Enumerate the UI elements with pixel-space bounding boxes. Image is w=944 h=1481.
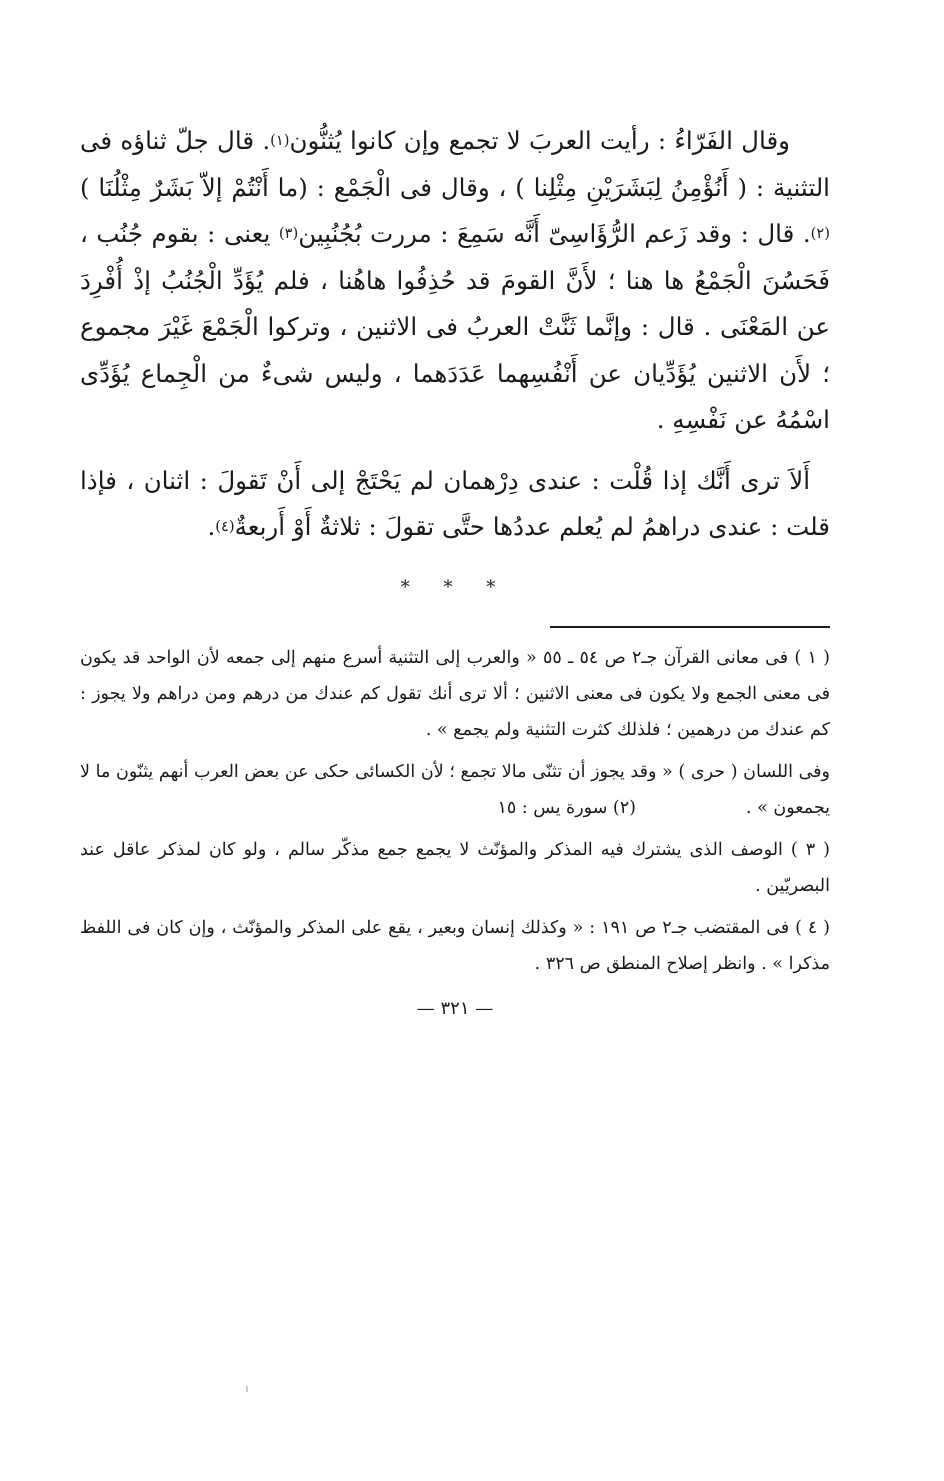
book-page (80, 118, 830, 1438)
footnote-3-text: ( ٣ ) الوصف الذى يشترك فيه المذكر والمؤنّث لا يجمع جمع مذكّر سالم ، ولو كان لمذكر عاقل عند البصريّين . (80, 839, 831, 896)
footnote-4 (80, 910, 830, 982)
paragraph-2-end: . (207, 512, 216, 541)
paragraph-1-text-b: . قال جلّ ثناؤه فى التثنية : ( أَنُؤْمِنُ لِبَشَرَيْنِ مِثْلِنا ) ، وقال فى الْجَمْع : (ما أَنْتُمْ إلاّ بَشَرٌ مِثْلُنَا ) (80, 126, 830, 202)
footnote-ref-2: (٢) (810, 224, 830, 242)
footnote-ref-3: (٣) (278, 224, 299, 242)
section-separator: * * * (400, 576, 510, 598)
footnote-1-text: ( ١ ) فى معانى القرآن جـ٢ ص ٥٤ ـ ٥٥ « والعرب إلى التثنية أسرع منهم إلى جمعه لأن الواحد قد يكون فى معنى الجمع ولا يكون فى معنى الاثنين ؛ ألا ترى أنك تقول كم عندك من درهم ومن دراهم ولا يجوز : كم عندك من درهمين ؛ فلذلك كثرت التثنية ولم يجمع » . (80, 647, 830, 740)
main-paragraph-2 (80, 458, 830, 551)
footnote-ref-1: (١) (270, 131, 290, 149)
footnote-2: (٢) سورة يس : ١٥ (497, 797, 636, 818)
footnote-1-lisan-text: وفى اللسان ( حرى ) « وقد يجوز أن تثنّى مالا تجمع ؛ لأن الكسائى حكى عن بعض العرب أنهم يثنّون ما لا يجمعون » . (80, 761, 830, 818)
footnote-1-lisan (80, 754, 830, 826)
paragraph-1-text-c: . قال : وقد زَعم الرُّؤَاسِىّ أَنَّه سَمِعَ : مررت بُجُنُبِين (298, 219, 811, 248)
paragraph-2-text: أَلاَ ترى أَنَّك إذا قُلْت : عندى دِرْهمان لم يَحْتَجْ إلى أَنْ تَقولَ : اثنان ، فإذا قلت : عندى دراهمُ لم يُعلم عددُها حتَّى تقولَ : ثلاثةٌ أَوْ أَربعةٌ (80, 465, 830, 541)
scan-speck (246, 1386, 248, 1392)
page-number: — ٣٢١ — (416, 997, 494, 1019)
footnote-1 (80, 640, 830, 748)
paragraph-1-text-d: يعنى : بقوم جُنُب ، فَحَسُنَ الْجَمْعُ ها هنا ؛ لأَنَّ القومَ قد حُذِفُوا هاهُنا ، فلم يُؤَدِّ الْجُنُبُ إذْ أُفْرِدَ عن المَعْنَى . قال : وإنَّما ثَنَّتْ العربُ فى الاثنين ، وتركوا الْجَمْعَ غَيْرَ مجموع ؛ لأَن الاثنين يُؤَدِّيان عن أَنْفُسِهما عَدَدَهما ، وليس شىءٌ من الْجِماع يُؤَدِّى اسْمُهُ عن نَفْسِهِ . (80, 219, 830, 434)
footnote-4-text: ( ٤ ) فى المقتضب جـ٢ ص ١٩١ : « وكذلك إنسان وبعير ، يقع على المذكر والمؤنّث ، وإن كان فى اللفظ مذكرا » . وانظر إصلاح المنطق ص ٣٢٦ . (80, 917, 831, 974)
footnote-divider (550, 626, 830, 628)
footnotes-section (80, 640, 830, 982)
main-paragraph-1 (80, 118, 830, 444)
footnote-3 (80, 832, 830, 904)
paragraph-1-text-a: وقال الفَرّاءُ : رأيت العربَ لا تجمع وإن كانوا يُثنُّون (289, 126, 790, 155)
footnote-ref-4: (٤) (215, 517, 235, 535)
